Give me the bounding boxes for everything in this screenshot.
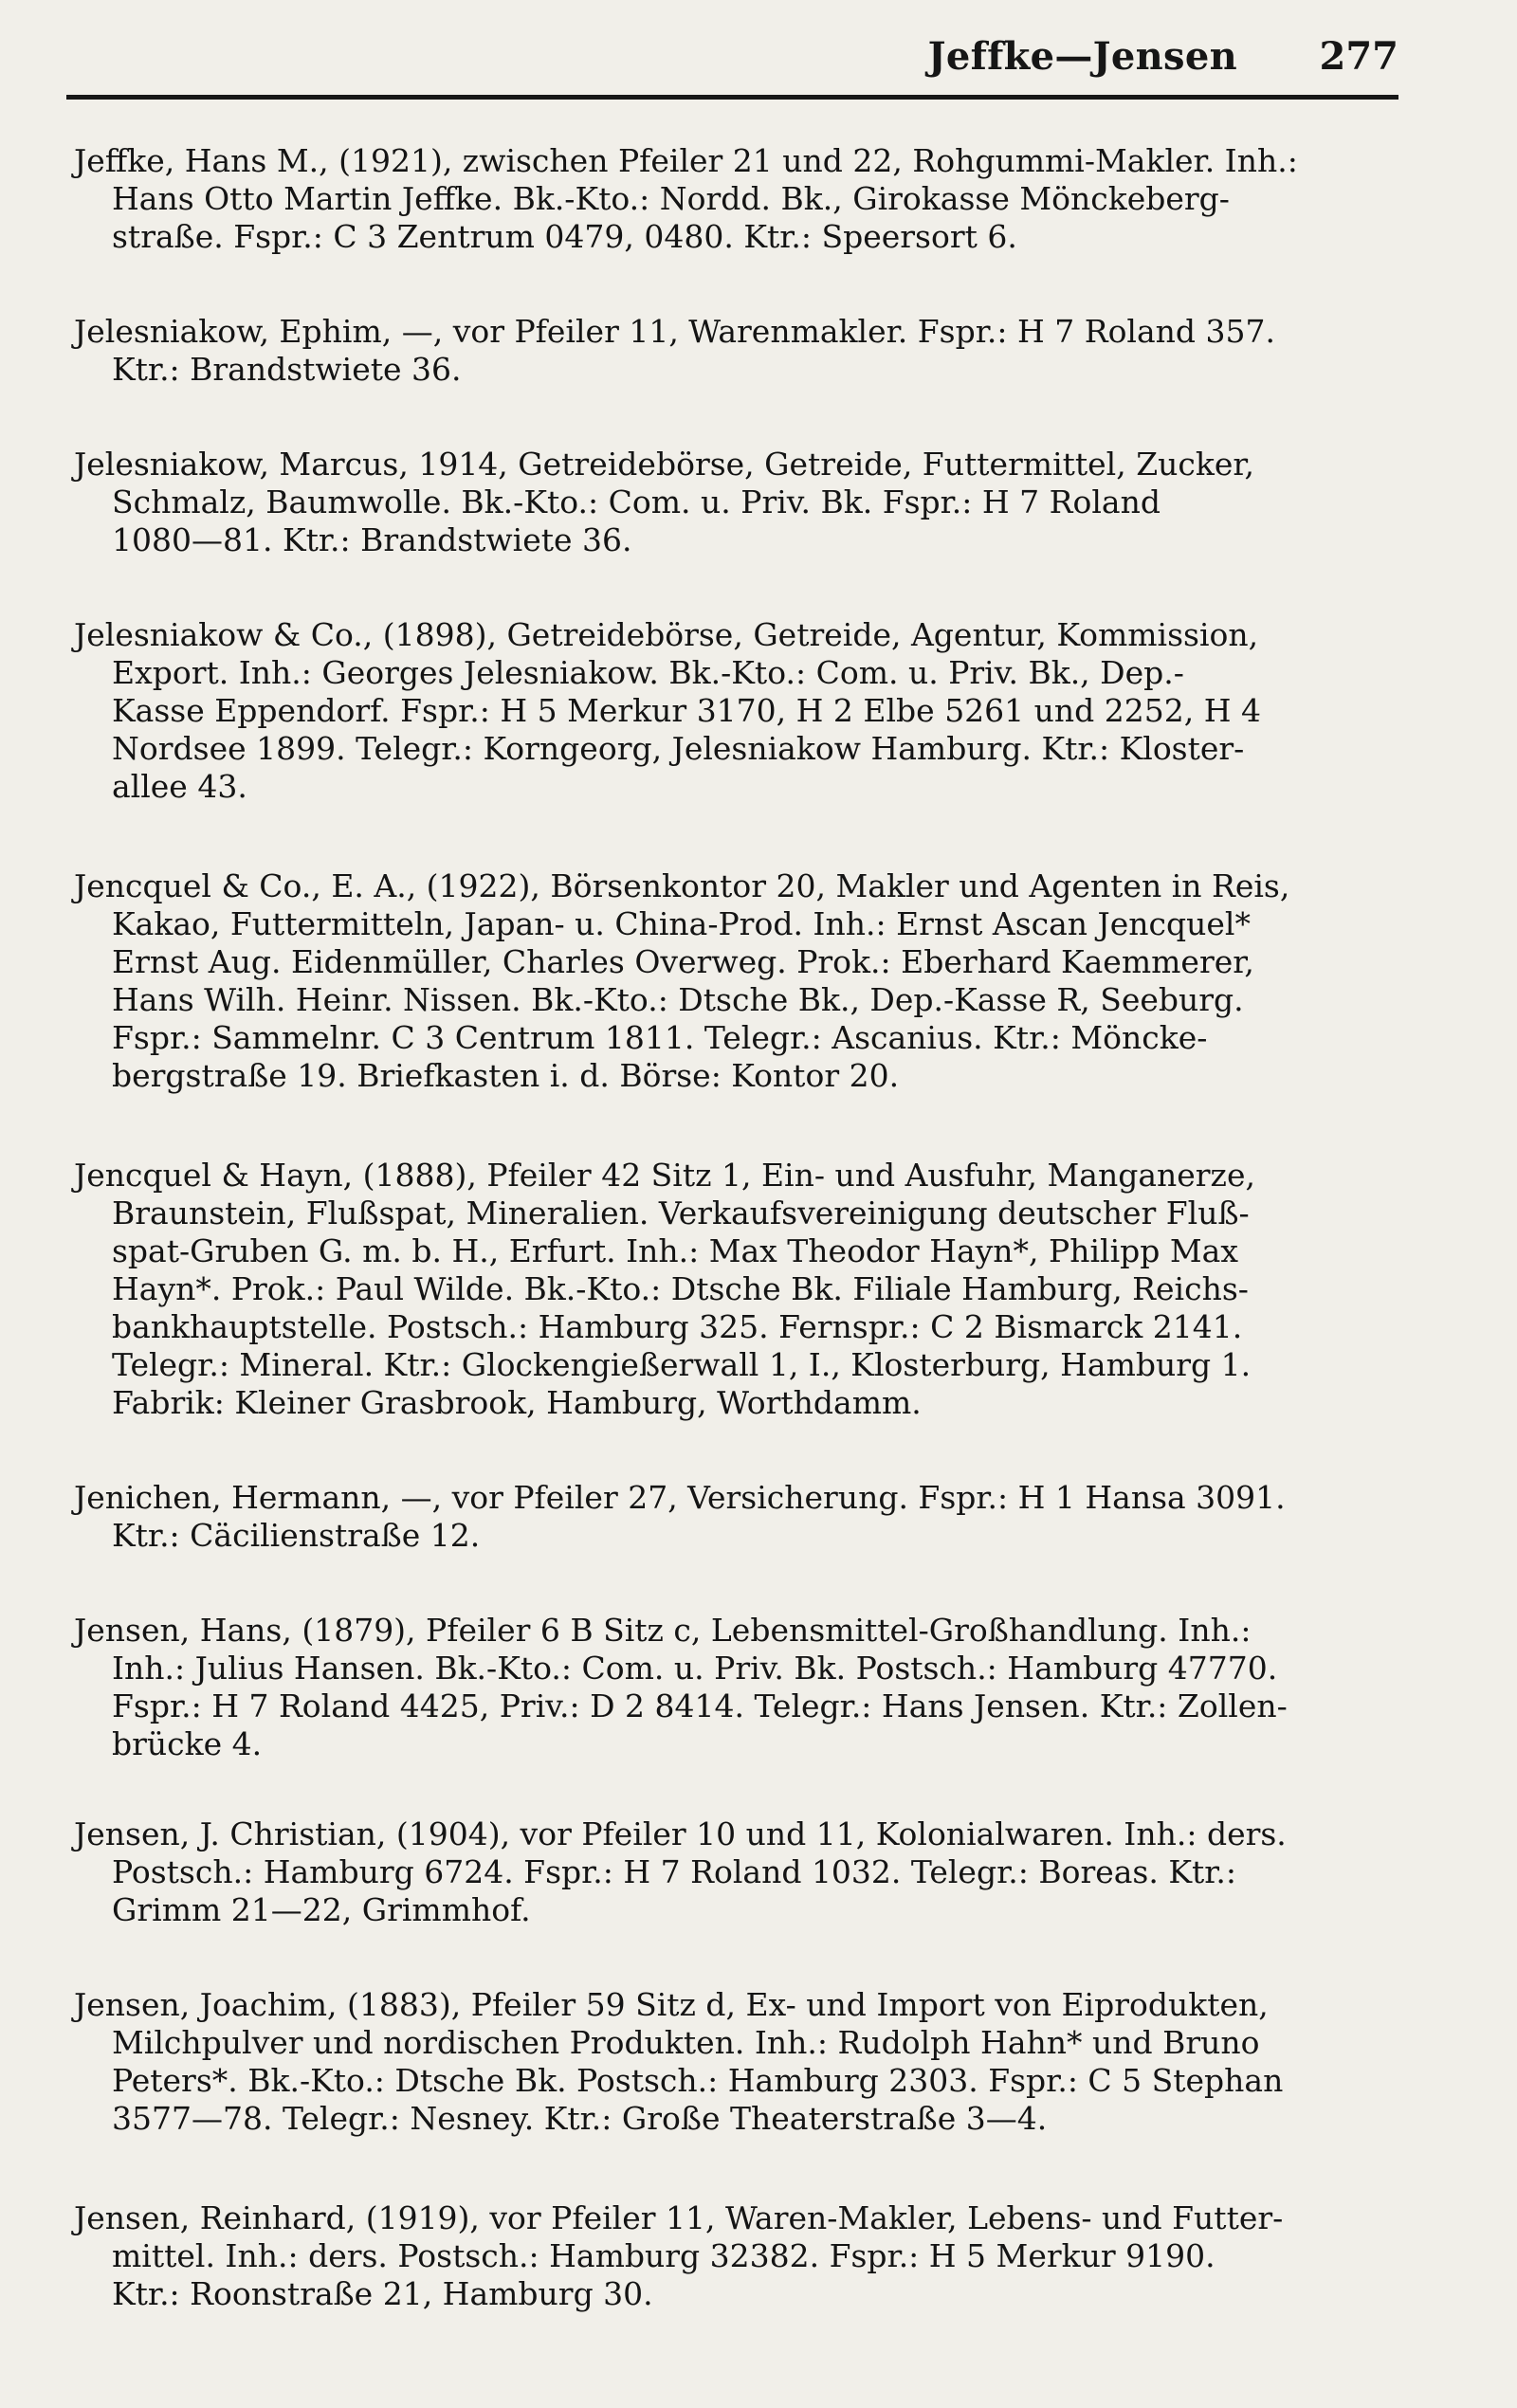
entry-line: Nordsee 1899. Telegr.: Korngeorg, Jelesniakow Hamburg. Ktr.: Kloster- xyxy=(112,730,1245,767)
entry-first-line: Jencquel & Co., E. A., (1922), Börsenkontor 20, Makler und Agenten in Reis, xyxy=(74,867,1290,904)
entry-first-line: Jeffke, Hans M., (1921), zwischen Pfeiler 21 und 22, Rohgummi-Makler. Inh.: xyxy=(74,142,1298,179)
entry-line: Braunstein, Flußspat, Mineralien. Verkaufsvereinigung deutscher Fluß- xyxy=(112,1195,1250,1231)
directory-entry xyxy=(74,1612,1401,1763)
directory-entry xyxy=(74,867,1401,1095)
directory-entry xyxy=(74,2199,1401,2313)
entry-first-line: Jencquel & Hayn, (1888), Pfeiler 42 Sitz 1, Ein- und Ausfuhr, Manganerze, xyxy=(74,1157,1255,1194)
entry-line: Inh.: Julius Hansen. Bk.-Kto.: Com. u. Priv. Bk. Postsch.: Hamburg 47770. xyxy=(112,1650,1278,1687)
entry-first-line: Jensen, Hans, (1879), Pfeiler 6 B Sitz c, Lebensmittel-Großhandlung. Inh.: xyxy=(74,1612,1252,1649)
directory-entry xyxy=(74,1157,1401,1422)
entry-line: Hans Wilh. Heinr. Nissen. Bk.-Kto.: Dtsche Bk., Dep.-Kasse R, Seeburg. xyxy=(112,981,1244,1018)
directory-entry xyxy=(74,446,1401,559)
entry-line: Telegr.: Mineral. Ktr.: Glockengießerwall 1, I., Klosterburg, Hamburg 1. xyxy=(112,1346,1252,1383)
directory-entry xyxy=(74,1815,1401,1929)
entry-first-line: Jelesniakow, Marcus, 1914, Getreidebörse, Getreide, Futtermittel, Zucker, xyxy=(74,446,1255,483)
entry-line: Kasse Eppendorf. Fspr.: H 5 Merkur 3170, H 2 Elbe 5261 und 2252, H 4 xyxy=(112,692,1262,729)
entry-line: bergstraße 19. Briefkasten i. d. Börse: Kontor 20. xyxy=(112,1057,900,1094)
entry-line: bankhauptstelle. Postsch.: Hamburg 325. Fernspr.: C 2 Bismarck 2141. xyxy=(112,1308,1243,1345)
entry-line: Ktr.: Cäcilienstraße 12. xyxy=(112,1517,481,1554)
directory-entry xyxy=(74,142,1401,256)
entry-line: mittel. Inh.: ders. Postsch.: Hamburg 32382. Fspr.: H 5 Merkur 9190. xyxy=(112,2237,1215,2274)
entry-line: Export. Inh.: Georges Jelesniakow. Bk.-Kto.: Com. u. Priv. Bk., Dep.- xyxy=(112,654,1184,691)
entry-line: brücke 4. xyxy=(112,1725,263,1762)
page-number: 277 xyxy=(1319,34,1398,79)
entry-line: Kakao, Futtermitteln, Japan- u. China-Prod. Inh.: Ernst Ascan Jencquel* xyxy=(112,905,1251,942)
entry-line: Ernst Aug. Eidenmüller, Charles Overweg. Prok.: Eberhard Kaemmerer, xyxy=(112,943,1254,980)
directory-entry xyxy=(74,1479,1401,1555)
entry-line: Fspr.: H 7 Roland 4425, Priv.: D 2 8414. Telegr.: Hans Jensen. Ktr.: Zollen- xyxy=(112,1687,1288,1724)
entry-line: Ktr.: Roonstraße 21, Hamburg 30. xyxy=(112,2275,653,2312)
directory-entry xyxy=(74,313,1401,389)
entry-line: Peters*. Bk.-Kto.: Dtsche Bk. Postsch.: Hamburg 2303. Fspr.: C 5 Stephan xyxy=(112,2062,1284,2099)
entry-line: Hans Otto Martin Jeffke. Bk.-Kto.: Nordd. Bk., Girokasse Mönckeberg- xyxy=(112,180,1230,217)
entry-first-line: Jenichen, Hermann, —, vor Pfeiler 27, Versicherung. Fspr.: H 1 Hansa 3091. xyxy=(74,1479,1286,1516)
entry-line: Grimm 21—22, Grimmhof. xyxy=(112,1891,531,1928)
entry-line: Postsch.: Hamburg 6724. Fspr.: H 7 Roland 1032. Telegr.: Boreas. Ktr.: xyxy=(112,1853,1237,1890)
running-head: Jeffke—Jensen xyxy=(927,34,1237,79)
entry-line: 3577—78. Telegr.: Nesney. Ktr.: Große Theaterstraße 3—4. xyxy=(112,2100,1048,2137)
entry-first-line: Jensen, J. Christian, (1904), vor Pfeiler 10 und 11, Kolonialwaren. Inh.: ders. xyxy=(74,1815,1287,1852)
entry-first-line: Jensen, Joachim, (1883), Pfeiler 59 Sitz d, Ex- und Import von Eiprodukten, xyxy=(74,1986,1269,2023)
entry-line: Milchpulver und nordischen Produkten. Inh.: Rudolph Hahn* und Bruno xyxy=(112,2024,1260,2061)
entry-line: Hayn*. Prok.: Paul Wilde. Bk.-Kto.: Dtsche Bk. Filiale Hamburg, Reichs- xyxy=(112,1270,1249,1307)
directory-entry xyxy=(74,616,1401,806)
directory-entry xyxy=(74,1986,1401,2138)
entry-line: Schmalz, Baumwolle. Bk.-Kto.: Com. u. Priv. Bk. Fspr.: H 7 Roland xyxy=(112,483,1161,520)
entry-line: allee 43. xyxy=(112,768,247,805)
entry-line: spat-Gruben G. m. b. H., Erfurt. Inh.: Max Theodor Hayn*, Philipp Max xyxy=(112,1232,1238,1269)
entry-first-line: Jelesniakow, Ephim, —, vor Pfeiler 11, Warenmakler. Fspr.: H 7 Roland 357. xyxy=(74,313,1276,350)
entry-line: Ktr.: Brandstwiete 36. xyxy=(112,351,462,388)
entry-line: straße. Fspr.: C 3 Zentrum 0479, 0480. Ktr.: Speersort 6. xyxy=(112,218,1017,255)
entry-first-line: Jelesniakow & Co., (1898), Getreidebörse, Getreide, Agentur, Kommission, xyxy=(74,616,1259,653)
entry-line: Fspr.: Sammelnr. C 3 Centrum 1811. Telegr.: Ascanius. Ktr.: Möncke- xyxy=(112,1019,1208,1056)
entry-line: 1080—81. Ktr.: Brandstwiete 36. xyxy=(112,521,632,558)
entry-first-line: Jensen, Reinhard, (1919), vor Pfeiler 11, Waren-Makler, Lebens- und Futter- xyxy=(74,2199,1284,2236)
entry-line: Fabrik: Kleiner Grasbrook, Hamburg, Worthdamm. xyxy=(112,1384,922,1421)
